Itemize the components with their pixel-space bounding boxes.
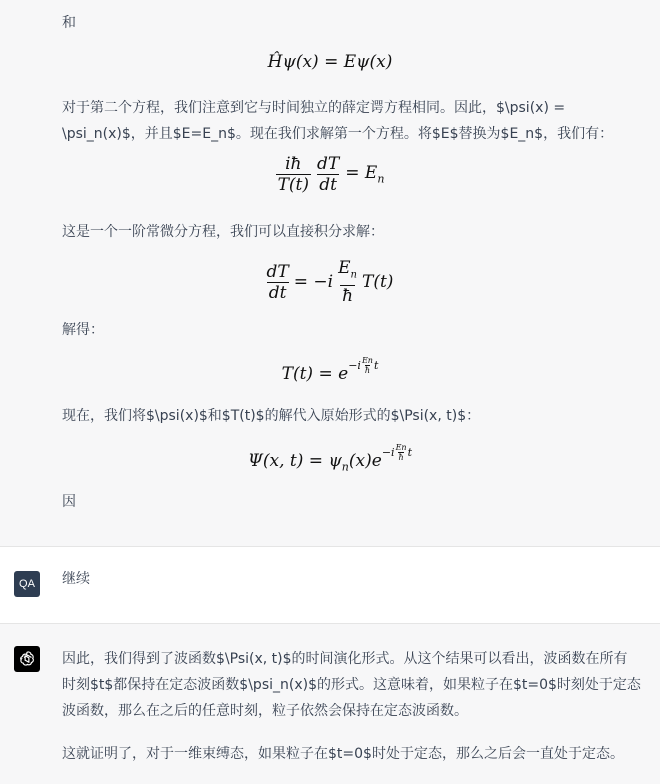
openai-logo-icon xyxy=(14,646,40,672)
equation-ode: $\frac{dT}{dt}$ = −i $E_n$ ħ T(t) xyxy=(266,258,394,307)
user-message xyxy=(0,546,660,624)
equation-schrodinger: Ĥψ(x) = Eψ(x) xyxy=(267,52,393,72)
paragraph-4: 解得： xyxy=(62,322,104,338)
paragraph-2: 这就证明了，对于一维束缚态，如果粒子在$t=0$时处于定态，那么之后会一直处于定态。 xyxy=(62,746,624,762)
paragraph-1-line-2: 时刻$t$都保持在定态波函数$\psi_n(x)$的形式。这意味着，如果粒子在$t=0$时刻处于定态 xyxy=(62,677,641,693)
assistant-message-2 xyxy=(0,624,660,784)
paragraph-2-line-1: 对于第二个方程，我们注意到它与时间独立的薛定谔方程相同。因此，$\psi(x) = xyxy=(62,100,566,116)
paragraph-6: 因 xyxy=(62,494,76,510)
equation-time-part: iħ T(t) $\frac{dT}{dt}$ = $E_n$ xyxy=(277,154,385,195)
paragraph-3: 这是一个一阶常微分方程，我们可以直接积分求解： xyxy=(62,224,384,240)
equation-Psi-solution: Ψ(x, $t) = \psi_n(x)e$ $^{-i En ħ t}$ xyxy=(248,443,412,474)
paragraph-1-line-3: 波函数，那么在之后的任意时刻，粒子依然会保持在定态波函数。 xyxy=(62,703,468,719)
paragraph-1-line-1: 因此，我们得到了波函数$\Psi(x, t)$的时间演化形式。从这个结果可以看出，波函数在所有 xyxy=(62,651,628,667)
user-avatar: QA xyxy=(14,571,40,597)
paragraph-he: 和 xyxy=(62,15,76,31)
paragraph-5: 现在，我们将$\psi(x)$和$T(t)$的解代入原始形式的$\Psi(x, t)$： xyxy=(62,408,481,424)
paragraph-2-line-2: \psi_n(x)$，并且$E=E_n$。现在我们求解第一个方程。将$E$替换为$E_n$，我们有： xyxy=(62,126,614,142)
user-message-text: 继续 xyxy=(62,571,90,587)
equation-T-solution: T(t) = e $^{-i En ħ t}$ xyxy=(281,356,379,384)
